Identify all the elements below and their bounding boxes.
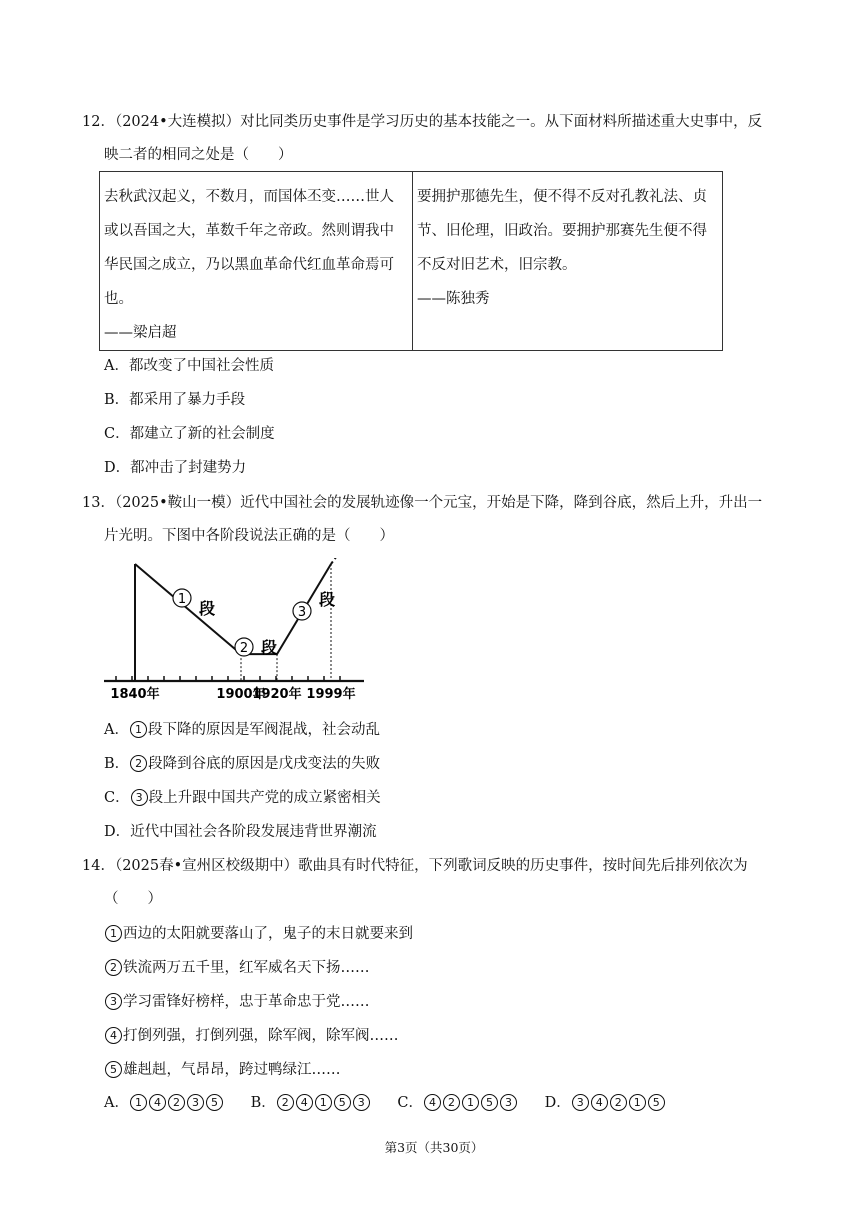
circled-number: 5: [648, 1094, 665, 1111]
material-text: 华民国之成立，乃以黑血革命代红血革命焉可: [104, 257, 394, 273]
vertical-guides: [135, 564, 331, 681]
circled-number: 2: [277, 1094, 294, 1111]
option-prefix: D．: [104, 824, 131, 840]
material-text: 也。: [104, 291, 133, 307]
q13-stem-line1: 13．（2025•鞍山一模）近代中国社会的发展轨迹像一个元宝，开始是下降，降到谷底，然后上升，升出一: [82, 495, 763, 511]
q14-stem-line2: （ ）: [104, 891, 162, 907]
q13-stem-line2: 片光明。下图中各阶段说法正确的是（ ）: [104, 528, 394, 544]
q12-stem-line1: 12．（2024•大连模拟）对比同类历史事件是学习历史的基本技能之一。从下面材料所描述重大史事中，反: [82, 114, 763, 130]
circled-number: 1: [130, 1094, 147, 1111]
chart-axis: [104, 676, 364, 681]
q13-option-c[interactable]: [104, 788, 381, 808]
circled-number: 5: [334, 1094, 351, 1111]
option-prefix: A．: [104, 1095, 129, 1111]
material-text: 节、旧伦理，旧政治。要拥护那赛先生便不得: [417, 223, 707, 239]
lyric-item: [104, 924, 413, 944]
q14-option-d[interactable]: [545, 1095, 666, 1111]
option-prefix: C．: [397, 1095, 423, 1111]
circled-number: 1: [315, 1094, 332, 1111]
option-text: 段下降的原因是军阀混战，社会动乱: [147, 722, 380, 738]
q14-option-b[interactable]: [251, 1095, 376, 1111]
q12-option-b[interactable]: B．都采用了暴力手段: [104, 392, 246, 408]
trajectory-extension-dashed: [331, 558, 371, 564]
option-prefix: B．: [250, 1095, 276, 1111]
material-source: ——陈独秀: [417, 291, 490, 307]
option-prefix: B．: [104, 756, 130, 772]
material-right-cell: [413, 172, 723, 351]
option-text: 段上升跟中国共产党的成立紧密相关: [148, 790, 381, 806]
material-text: 或以吾国之大，革数千年之帝政。然则谓我中: [104, 223, 394, 239]
material-text: 去秋武汉起义，不数月，而国体丕变……世人: [104, 189, 394, 205]
circled-number: 3: [187, 1094, 204, 1111]
material-source: ——梁启超: [104, 325, 177, 341]
circled-number: 5: [105, 1061, 122, 1078]
circled-number: 2: [130, 755, 147, 772]
x-tick-label: 1999年: [306, 687, 356, 702]
circled-number: 5: [481, 1094, 498, 1111]
q12-option-a[interactable]: A．都改变了中国社会性质: [104, 358, 274, 374]
lyric-item: [104, 992, 370, 1012]
lyric-item: [104, 1060, 341, 1080]
circled-number: 1: [629, 1094, 646, 1111]
circled-number: 2: [105, 959, 122, 976]
lyric-text: 西边的太阳就要落山了，鬼子的末日就要来到: [123, 926, 413, 942]
circled-number: 3: [105, 993, 122, 1010]
circled-number: 1: [105, 925, 122, 942]
circled-number: 4: [105, 1027, 122, 1044]
option-text: 段降到谷底的原因是戊戌变法的失败: [148, 756, 381, 772]
stage-suffix: 段: [319, 590, 336, 609]
q12-stem-line2: 映二者的相同之处是（ ）: [104, 147, 293, 163]
circled-number: 4: [296, 1094, 313, 1111]
circled-number: 2: [443, 1094, 460, 1111]
q14-stem-line1: 14．（2025春•宣州区校级期中）歌曲具有时代特征，下列歌词反映的历史事件，按时间先后排列依次为: [82, 858, 748, 874]
page-footer: 第3页（共30页）: [384, 1140, 484, 1155]
option-text: 近代中国社会各阶段发展违背世界潮流: [130, 824, 377, 840]
circled-number: 1: [462, 1094, 479, 1111]
q12-option-d[interactable]: D．都冲击了封建势力: [104, 460, 247, 476]
lyric-text: 学习雷锋好榜样，忠于革命忠于党……: [123, 994, 370, 1010]
stage-suffix: 段: [199, 599, 216, 618]
circled-number: 2: [610, 1094, 627, 1111]
x-tick-label: 1840年: [110, 687, 160, 702]
option-prefix: A．: [104, 722, 129, 738]
stage-number: 1: [177, 592, 187, 607]
material-text: 要拥护那德先生，便不得不反对孔教礼法、贞: [417, 189, 707, 205]
material-left-cell: [100, 172, 413, 351]
circled-number: 1: [130, 721, 147, 738]
lyric-text: 雄赳赳，气昂昂，跨过鸭绿江……: [123, 1062, 341, 1078]
circled-number: 4: [591, 1094, 608, 1111]
development-trajectory-chart: [100, 558, 380, 703]
stage-number: 3: [297, 605, 307, 620]
circled-number: 3: [131, 789, 148, 806]
option-prefix: D．: [544, 1095, 571, 1111]
q13-option-d[interactable]: [104, 822, 377, 842]
q14-option-c[interactable]: [397, 1095, 522, 1111]
option-prefix: C．: [104, 790, 130, 806]
lyric-item: [104, 958, 370, 978]
x-tick-label: 1900年: [216, 687, 266, 702]
circled-number: 4: [149, 1094, 166, 1111]
circled-number: 3: [500, 1094, 517, 1111]
q14-option-a[interactable]: [104, 1095, 229, 1111]
q13-option-b[interactable]: [104, 754, 380, 774]
material-text: 不反对旧艺术，旧宗教。: [417, 257, 577, 273]
circled-number: 2: [168, 1094, 185, 1111]
q14-options: [104, 1093, 688, 1113]
circled-number: 4: [424, 1094, 441, 1111]
lyric-text: 铁流两万五千里，红军威名天下扬……: [123, 960, 370, 976]
stage-number: 2: [239, 641, 249, 656]
circled-number: 3: [572, 1094, 589, 1111]
lyric-text: 打倒列强，打倒列强，除军阀，除军阀……: [123, 1028, 399, 1044]
q12-material-table: [99, 171, 723, 351]
circled-number: 3: [353, 1094, 370, 1111]
x-tick-labels: [110, 686, 355, 702]
q12-option-c[interactable]: C．都建立了新的社会制度: [104, 426, 275, 442]
circled-number: 5: [206, 1094, 223, 1111]
stage-suffix: 段: [261, 638, 278, 657]
q13-option-a[interactable]: [104, 720, 380, 740]
x-tick-label: 1920年: [252, 687, 302, 702]
lyric-item: [104, 1026, 399, 1046]
